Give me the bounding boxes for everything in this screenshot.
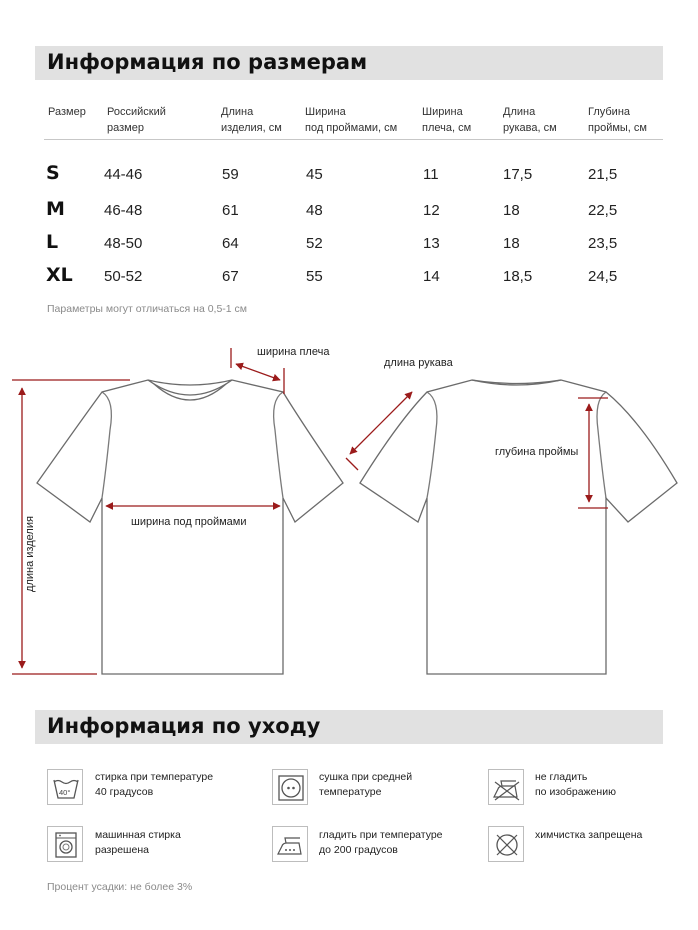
row-size: S	[46, 162, 60, 184]
header-shoulder-width-line1: Ширина	[422, 106, 463, 118]
row-size: L	[46, 231, 59, 253]
row-length: 64	[222, 235, 239, 252]
header-shoulder-width	[422, 104, 471, 136]
care-no-iron-print-text: не гладить по изображению	[535, 771, 616, 798]
care-info-banner	[35, 710, 663, 744]
row-armhole-depth: 21,5	[588, 166, 618, 183]
length-label: длина изделия	[23, 516, 36, 592]
size-note: Параметры могут отличаться на 0,5-1 см	[47, 303, 248, 315]
wash-40-icon-label: 40°	[59, 788, 71, 797]
header-length-line2: изделия, см	[221, 122, 282, 134]
sleeve-length-label: длина рукава	[384, 357, 453, 369]
row-size: XL	[46, 264, 73, 286]
header-armhole-depth	[588, 104, 647, 136]
row-length: 67	[222, 268, 239, 285]
header-chest-width-line2: под проймами, см	[305, 122, 398, 134]
row-chest-width: 52	[306, 235, 323, 252]
care-no-dry-clean-text: химчистка запрещена	[535, 829, 643, 841]
header-chest-width-line1: Ширина	[305, 106, 346, 118]
care-iron-200-text: гладить при температуре до 200 градусов	[319, 829, 443, 856]
row-russian-size: 50-52	[104, 268, 143, 285]
table-header-divider	[44, 139, 663, 140]
table-row	[0, 231, 698, 259]
table-row	[0, 198, 698, 226]
care-dry-medium-text: сушка при средней температуре	[319, 771, 413, 798]
no-dry-clean-icon	[488, 826, 524, 862]
iron-200-icon	[272, 826, 308, 862]
row-chest-width: 45	[306, 166, 323, 183]
chest-width-label: ширина под проймами	[131, 516, 247, 528]
row-length: 61	[222, 202, 239, 219]
row-armhole-depth: 23,5	[588, 235, 618, 252]
header-shoulder-width-line2: плеча, см	[422, 122, 472, 134]
header-size	[48, 104, 86, 120]
no-iron-print-icon	[488, 769, 524, 805]
row-shoulder-width: 14	[423, 268, 440, 285]
row-size: M	[46, 198, 65, 220]
armhole-depth-label: глубина проймы	[495, 446, 579, 458]
row-shoulder-width: 12	[423, 202, 440, 219]
table-row	[0, 264, 698, 292]
row-sleeve-length: 17,5	[503, 166, 533, 183]
header-russian-size-line2: размер	[107, 122, 144, 134]
header-chest-width	[305, 104, 397, 136]
row-sleeve-length: 18	[503, 235, 520, 252]
header-length	[221, 104, 282, 136]
header-sleeve-length-line1: Длина	[503, 106, 536, 118]
wash-40-icon	[47, 769, 83, 805]
row-sleeve-length: 18,5	[503, 268, 533, 285]
row-russian-size: 44-46	[104, 166, 143, 183]
care-wash-40-text: стирка при температуре 40 градусов	[95, 771, 214, 798]
size-info-title: Информация по размерам	[47, 50, 368, 74]
row-russian-size: 48-50	[104, 235, 143, 252]
header-length-line1: Длина	[221, 106, 254, 118]
care-machine-wash-text: машинная стирка разрешена	[95, 829, 181, 856]
row-sleeve-length: 18	[503, 202, 520, 219]
row-shoulder-width: 13	[423, 235, 440, 252]
machine-wash-icon	[47, 826, 83, 862]
row-russian-size: 46-48	[104, 202, 143, 219]
row-chest-width: 48	[306, 202, 323, 219]
header-armhole-depth-line2: проймы, см	[588, 122, 647, 134]
care-info-title: Информация по уходу	[47, 714, 321, 738]
tshirt-diagram	[0, 330, 698, 690]
shoulder-width-label: ширина плеча	[257, 346, 330, 358]
header-armhole-depth-line1: Глубина	[588, 106, 631, 118]
header-russian-size-line1: Российский	[107, 106, 166, 118]
header-size-line1: Размер	[48, 106, 86, 118]
header-sleeve-length	[503, 104, 557, 136]
header-sleeve-length-line2: рукава, см	[503, 122, 557, 134]
shrinkage-note: Процент усадки: не более 3%	[47, 881, 193, 893]
row-shoulder-width: 11	[423, 166, 439, 183]
tumble-dry-medium-icon	[272, 769, 308, 805]
size-info-banner	[35, 46, 663, 80]
row-length: 59	[222, 166, 239, 183]
header-russian-size	[107, 104, 166, 136]
row-armhole-depth: 22,5	[588, 202, 618, 219]
back-tshirt-outline	[360, 380, 677, 674]
row-armhole-depth: 24,5	[588, 268, 618, 285]
row-chest-width: 55	[306, 268, 323, 285]
table-row	[0, 162, 698, 190]
